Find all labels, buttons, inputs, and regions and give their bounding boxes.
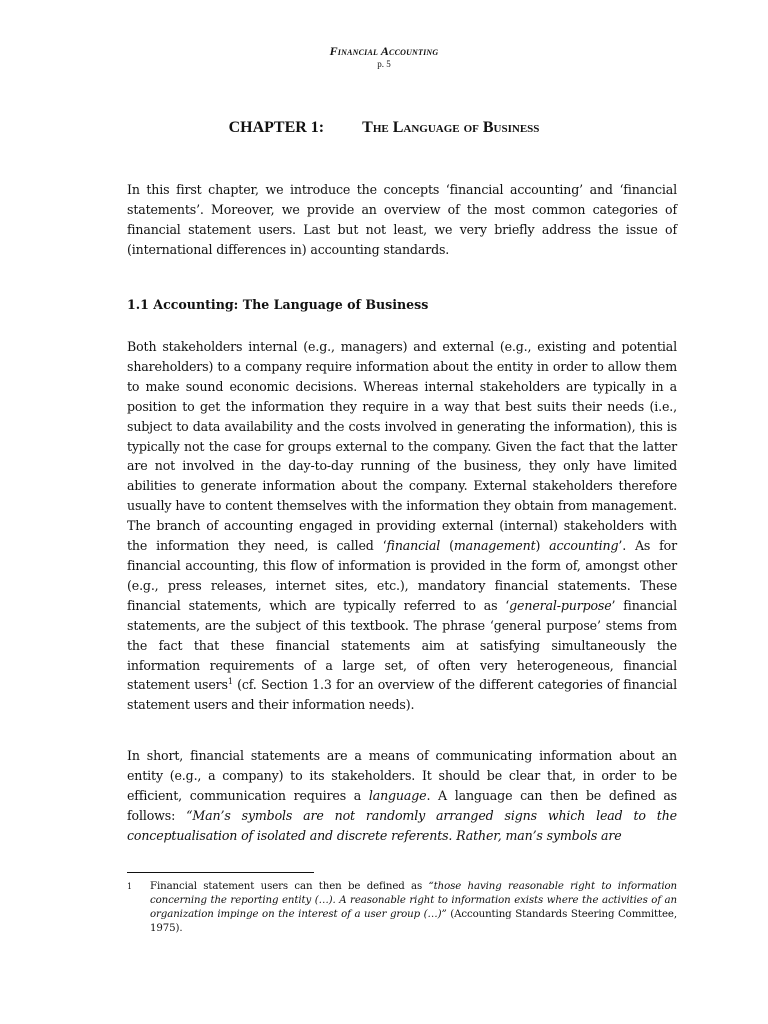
intro-text: In this first chapter, we introduce the concepts ‘financial accounting’ and ‘financial statements’. Moreover, we provide an overview of the most common categories of financial statement users. Last but not least, we very briefly address the issue of (international differences in) accounting standards.	[127, 182, 677, 257]
para-text: (cf. Section 1.3 for an overview of the different categories of financial statement users and their information needs).	[127, 677, 677, 713]
body-paragraph-1	[127, 337, 677, 715]
running-title: Financial Accounting	[329, 44, 439, 58]
footnote-text-part: Financial statement users can then be defined as	[150, 881, 429, 892]
footnote-divider	[127, 872, 314, 873]
body-paragraph-2	[127, 746, 677, 846]
para-italic: accounting	[549, 538, 619, 554]
para-italic: language	[368, 787, 427, 803]
footnote-mark: 1	[127, 882, 133, 891]
chapter-label: CHAPTER 1:	[228, 119, 325, 136]
para-italic: general-purpose	[509, 597, 612, 613]
quotation: “Man’s symbols are not randomly arranged signs which lead to the conceptualisation of isolated and discrete referents. Rather, man’s symbols are	[127, 807, 677, 843]
chapter-title: The Language of Business	[362, 119, 540, 136]
intro-paragraph	[127, 180, 677, 260]
footnote-text-part: (Accounting Standards Steering Committee, 1975).	[150, 909, 677, 935]
footnote-quote: “those having reasonable right to information concerning the reporting entity (…). A reasonable right to information exists where the activities of an organization impinge on the interest of a user group (…)”	[150, 881, 677, 921]
footnote	[127, 880, 677, 936]
para-text: In short, financial statements are a means of communicating information about an entity (e.g., a company) to its stakeholders. It should be clear that, in order to be efficient, communication requires a	[127, 748, 677, 803]
chapter-heading	[0, 119, 768, 137]
para-text: (	[440, 538, 454, 554]
para-italic: management	[453, 538, 536, 554]
page-number: p. 5	[377, 59, 391, 69]
para-text: )	[535, 538, 550, 554]
footnote-text	[150, 880, 677, 936]
para-italic: financial	[386, 538, 441, 554]
para-text: . A language can then be defined as follows:	[127, 787, 677, 823]
section-heading: 1.1 Accounting: The Language of Business	[127, 297, 429, 312]
footnote-reference[interactable]: 1	[227, 677, 233, 687]
para-text: Both stakeholders internal (e.g., managers) and external (e.g., existing and potential shareholders) to a company require information about the entity in order to allow them to make sound economic decisions. Whereas internal stakeholders are typically in a position to get the information they require in a way that best suits their needs (i.e., subject to data availability and the costs involved in generating the information), this is typically not the case for groups external to the company. Given the fact that the latter are not involved in the day-to-day running of the business, they only have limited abilities to generate information about the company. External stakeholders therefore usually have to content themselves with the information they obtain from management. The branch of accounting engaged in providing external (internal) stakeholders with the information they need, is called ‘	[127, 339, 677, 554]
para-text: ’ financial statements, are the subject of this textbook. The phrase ‘general purpose’ stems from the fact that these financial statements aim at satisfying simultaneously the information requirements of a large set, of often very heterogeneous, financial statement users	[127, 597, 677, 693]
para-text: ’. As for financial accounting, this flow of information is provided in the form of, amongst other (e.g., press releases, internet sites, etc.), mandatory financial statements. These financial statements, which are typically referred to as ‘	[127, 538, 677, 613]
